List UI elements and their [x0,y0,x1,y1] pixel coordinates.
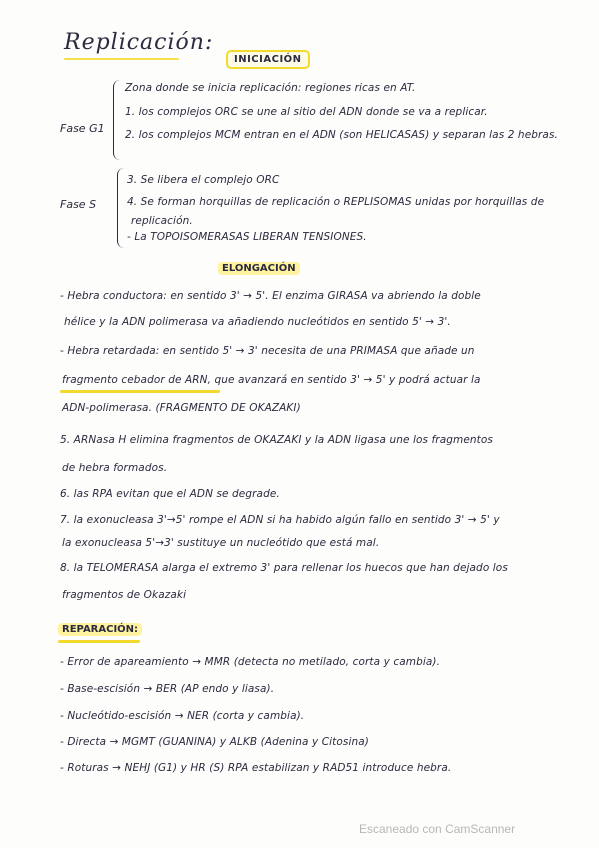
section-iniciacion: INICIACIÓN [226,50,310,69]
fase-g1-label: Fase G1 [60,122,105,135]
elong-line-9: la exonucleasa 5'→3' sustituye un nucleótido que está mal. [62,537,380,549]
repair-line-1: - Base-escisión → BER (AP endo y liasa). [60,683,275,695]
elong-line-5: 5. ARNasa H elimina fragmentos de OKAZAKI y la ADN ligasa une los fragmentos [60,434,493,446]
page-title: Replicación: [64,30,214,55]
repair-line-4: - Roturas → NEHJ (G1) y HR (S) RPA estabilizan y RAD51 introduce hebra. [60,762,452,774]
init-line-0: Zona donde se inicia replicación: regiones ricas en AT. [125,82,416,94]
elong-line-2: - Hebra retardada: en sentido 5' → 3' necesita de una PRIMASA que añade un [60,345,475,357]
elong-line-4: ADN-polimerasa. (FRAGMENTO DE OKAZAKI) [62,402,301,414]
init-line-6: - La TOPOISOMERASAS LIBERAN TENSIONES. [127,231,367,243]
elong-line-0: - Hebra conductora: en sentido 3' → 5'. El enzima GIRASA va abriendo la doble [60,290,481,302]
init-line-3: 3. Se libera el complejo ORC [127,174,280,186]
init-line-2: 2. los complejos MCM entran en el ADN (son HELICASAS) y separan las 2 hebras. [125,129,558,141]
section-reparacion: REPARACIÓN: [58,623,142,636]
elong-line-8: 7. la exonucleasa 3'→5' rompe el ADN si ha habido algún fallo en sentido 3' → 5' y [60,514,500,526]
reparacion-underline [58,640,140,643]
brace-g1 [113,80,120,160]
elong-line-1: hélice y la ADN polimerasa va añadiendo nucleótidos en sentido 5' → 3'. [64,316,451,328]
init-line-4: 4. Se forman horquillas de replicación o REPLISOMAS unidas por horquillas de [127,196,545,208]
init-line-1: 1. los complejos ORC se une al sitio del ADN donde se va a replicar. [125,106,488,118]
section-elongacion: ELONGACIÓN [218,262,300,275]
brace-s [117,168,124,248]
repair-line-2: - Nucleótido-escisión → NER (corta y cambia). [60,710,305,722]
camscanner-watermark: Escaneado con CamScanner [359,822,516,836]
init-line-5: replicación. [131,215,193,227]
fase-s-label: Fase S [60,198,97,211]
elong-line-7: 6. las RPA evitan que el ADN se degrade. [60,488,280,500]
elong-line-6: de hebra formados. [62,462,168,474]
repair-line-0: - Error de apareamiento → MMR (detecta no metilado, corta y cambia). [60,656,441,668]
title-underline [64,58,179,60]
elong-line-3: fragmento cebador de ARN, que avanzará en sentido 3' → 5' y podrá actuar la [62,374,481,386]
elong-line-11: fragmentos de Okazaki [62,589,187,601]
elong-line-10: 8. la TELOMERASA alarga el extremo 3' para rellenar los huecos que han dejado los [60,562,508,574]
repair-line-3: - Directa → MGMT (GUANINA) y ALKB (Adenina y Citosina) [60,736,369,748]
highlight-underline-arn [60,390,220,393]
